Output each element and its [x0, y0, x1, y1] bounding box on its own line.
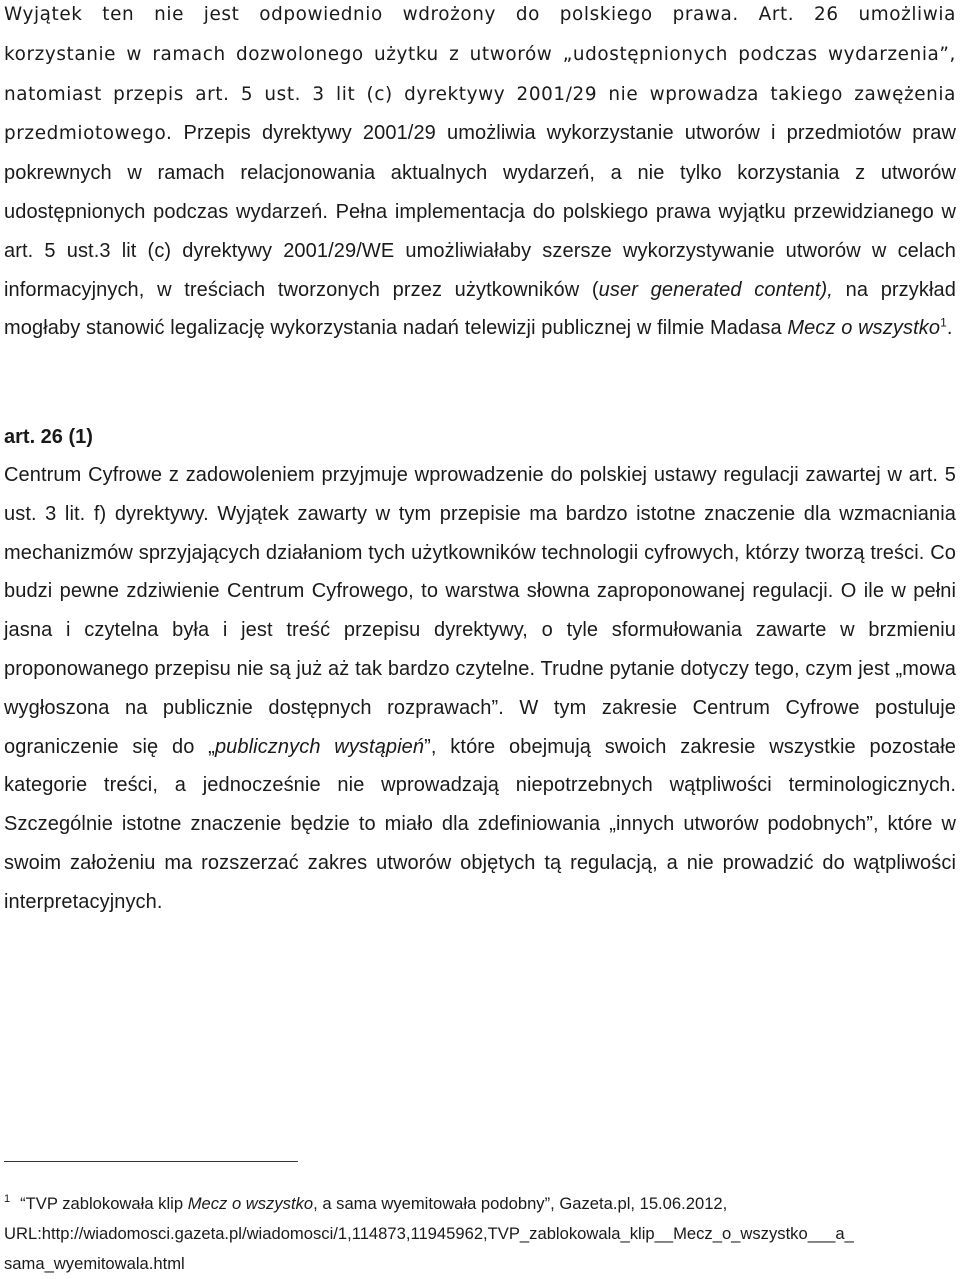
- footnote: [4, 1189, 956, 1279]
- paragraph-2-body: Centrum Cyfrowe z zadowoleniem przyjmuje wprowadzenie do polskiej ustawy regulacji zawartej w art. 5 ust. 3 lit. f) dyrektywy. Wyjątek zawarty w tym przepisie ma bardzo istotne znaczenie dla wzmacniania mechanizmów sprzyjających działaniom tych użytkowników technologii cyfrowych, którzy tworzą treści. Co budzi pewne zdziwienie Centrum Cyfrowego, to warstwa słowna zaproponowanej regulacji. O ile w pełni jasna i czytelna była i jest treść przepisu dyrektywy, o tyle sformułowania zawarte w brzmieniu proponowanego przepisu nie są już aż tak bardzo czytelne. Trudne pytanie dotyczy tego, czym jest „mowa wygłoszona na publicznie dostępnych rozprawach”. W tym zakresie Centrum Cyfrowe postuluje ograniczenie się do „: [4, 464, 956, 758]
- paragraph-1: [4, 0, 956, 348]
- paragraph-2-end: ”, które obejmują swoich zakresie wszystkie pozostałe kategorie treści, a jednocześnie nie wprowadzają niepotrzebnych wątpliwości terminologicznych. Szczególnie istotne znaczenie będzie to miało dla zdefiniowania „innych utworów podobnych”, które w swoim założeniu ma rozszerzać zakres utworów objętych tą regulacją, a nie prowadzić do wątpliwości interpretacyjnych.: [4, 735, 956, 913]
- footnote-source: , a sama wyemitowała podobny”, Gazeta.pl, 15.06.2012,: [313, 1194, 728, 1213]
- paragraph-1-italic-ugc: user generated content),: [598, 278, 833, 301]
- footnote-text: “TVP zablokowała klip: [20, 1194, 188, 1213]
- paragraph-1-intro: Wyjątek ten nie jest odpowiednio wdrożony do polskiego prawa. Art. 26 umożliwia korzystanie w ramach dozwolonego użytku z utworów „udostępnionych podczas wydarzenia”, natomiast przepis art. 5 ust. 3 lit (c) dyrektywy 2001/29 nie wprowadza takiego zawężenia przedmiotowego.: [4, 4, 956, 145]
- footnote-reference[interactable]: 1: [940, 315, 947, 330]
- paragraph-1-end: .: [946, 317, 953, 340]
- film-title: Mecz o wszystko: [787, 317, 941, 340]
- paragraph-2-italic: publicznych wystąpień: [214, 735, 425, 758]
- footnote-number: 1: [4, 1193, 11, 1206]
- paragraph-1-continuation: na przykład mogłaby stanowić legalizację wykorzystania nadań telewizji publicznej w filmie Madasa: [4, 278, 956, 340]
- paragraph-2: [4, 456, 956, 922]
- footnote-url-link[interactable]: URL:http://wiadomosci.gazeta.pl/wiadomosci/1,114873,11945962,TVP_zablokowala_klip__Mecz_o_wszystko___a_ sama_wyemitowala.html: [4, 1224, 854, 1273]
- paragraph-1-body: Przepis dyrektywy 2001/29 umożliwia wykorzystanie utworów i przedmiotów praw pokrewnych w ramach relacjonowania aktualnych wydarzeń, a nie tylko korzystania z utworów udostępnionych podczas wydarzeń. Pełna implementacja do polskiego prawa wyjątku przewidzianego w art. 5 ust.3 lit (c) dyrektywy 2001/29/WE umożliwiałaby szersze wykorzystywanie utworów w celach informacyjnych, w treściach tworzonych przez użytkowników (: [4, 122, 956, 301]
- footnote-italic-title: Mecz o wszystko: [187, 1194, 314, 1213]
- section-heading: art. 26 (1): [4, 426, 93, 448]
- footnote-divider: [4, 1161, 298, 1162]
